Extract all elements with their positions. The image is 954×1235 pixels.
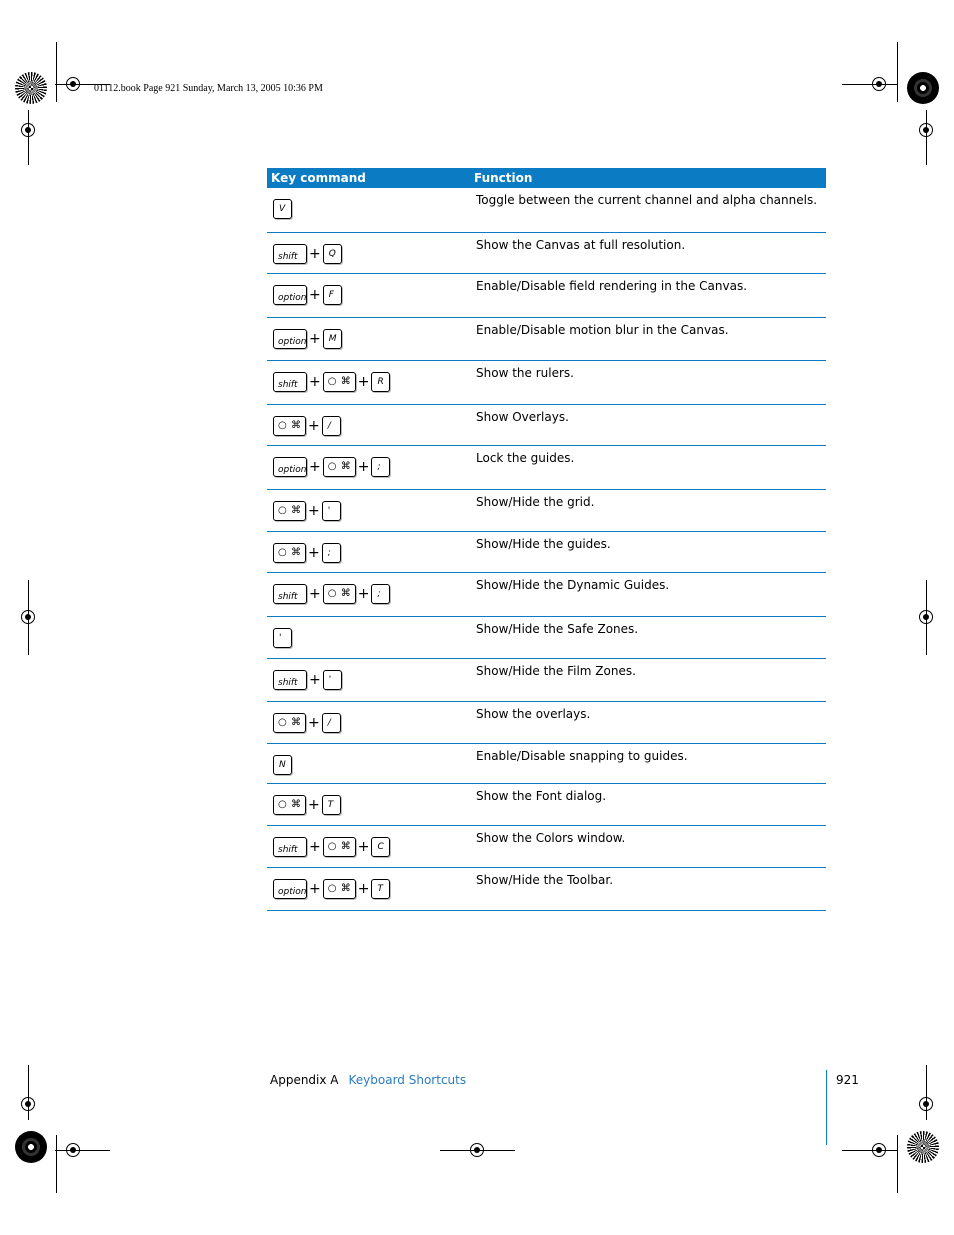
key-command-cell [267, 489, 470, 531]
command-icon: ⌘ [340, 461, 351, 472]
command-icon: ⌘ [291, 547, 301, 558]
table-row [267, 701, 826, 743]
key-label: T [327, 799, 334, 810]
letter-key [273, 628, 292, 648]
command-key [323, 584, 356, 604]
command-icon: ⌘ [340, 588, 351, 599]
registration-starburst-top-left [15, 72, 47, 104]
key-label: ' [279, 632, 282, 643]
key-combination [267, 318, 470, 352]
function-cell: Show/Hide the guides. [470, 531, 826, 572]
key-label: / [327, 420, 331, 431]
plus-sign: + [357, 585, 370, 602]
command-key [323, 879, 356, 899]
letter-key [273, 755, 292, 775]
key-combination [267, 233, 470, 267]
command-icon: ⌘ [340, 883, 351, 894]
key-label: ' [328, 674, 332, 685]
plus-sign: + [308, 502, 320, 519]
crop-line [926, 1065, 927, 1120]
plus-sign: + [308, 417, 320, 434]
crop-line [926, 110, 927, 165]
plus-sign: + [308, 714, 320, 731]
table-row [267, 783, 826, 825]
key-combination [267, 405, 470, 439]
page-footer [270, 1073, 466, 1087]
key-command-cell [267, 404, 470, 445]
crop-line [55, 1150, 110, 1151]
key-command-cell [267, 743, 470, 783]
section-title-link[interactable]: Keyboard Shortcuts [348, 1073, 467, 1087]
key-command-cell [267, 572, 470, 616]
plus-sign: + [357, 838, 370, 855]
key-command-cell [267, 232, 470, 273]
letter-key [273, 199, 292, 219]
registration-starburst-top-right [907, 72, 939, 104]
command-key [273, 416, 306, 436]
function-cell: Enable/Disable motion blur in the Canvas. [470, 317, 826, 360]
table-row [267, 658, 826, 701]
table-row [267, 445, 826, 489]
command-icon: ⌘ [340, 841, 351, 852]
letter-key [322, 713, 341, 733]
function-cell: Enable/Disable snapping to guides. [470, 743, 826, 783]
table-row [267, 572, 826, 616]
key-label: shift [278, 591, 298, 602]
key-label: option [278, 464, 307, 475]
modifier-key [273, 837, 307, 857]
function-cell: Show/Hide the Safe Zones. [470, 616, 826, 658]
command-icon: ⌘ [291, 799, 301, 810]
crop-line [842, 84, 897, 85]
book-print-info: 01112.book Page 921 Sunday, March 13, 2005 10:36 PM [94, 83, 323, 94]
keyboard-shortcuts-table [267, 168, 826, 911]
key-label: shift [278, 677, 298, 688]
function-cell: Toggle between the current channel and alpha channels. [470, 188, 826, 232]
key-command-cell [267, 445, 470, 489]
modifier-key [273, 372, 307, 392]
key-label: C [377, 841, 384, 852]
table-row [267, 825, 826, 867]
plus-sign: + [309, 838, 321, 855]
key-label: shift [278, 379, 298, 390]
key-label: ; [327, 547, 331, 558]
crop-line [28, 580, 29, 655]
modifier-key [273, 285, 307, 305]
function-cell: Show the Colors window. [470, 825, 826, 867]
command-key [323, 837, 356, 857]
key-command-cell [267, 701, 470, 743]
key-combination [267, 532, 470, 566]
key-label: / [327, 717, 331, 728]
key-command-cell [267, 616, 470, 658]
letter-key [371, 879, 390, 899]
letter-key [323, 244, 342, 264]
modifier-key [273, 584, 307, 604]
key-label: ; [377, 588, 381, 599]
key-combination [267, 573, 470, 607]
command-key [273, 713, 306, 733]
registration-starburst-bottom-left [15, 1131, 47, 1163]
key-combination [267, 446, 470, 480]
modifier-key [273, 457, 307, 477]
letter-key [322, 501, 341, 521]
key-label: N [279, 759, 286, 770]
command-icon: ⌘ [291, 717, 301, 728]
key-combination [267, 702, 470, 736]
command-key [273, 795, 306, 815]
letter-key [322, 795, 341, 815]
function-cell: Show Overlays. [470, 404, 826, 445]
key-command-cell [267, 531, 470, 572]
footer-divider [826, 1070, 827, 1145]
table-row [267, 360, 826, 404]
table-row [267, 232, 826, 273]
crop-line [842, 1150, 897, 1151]
command-key [323, 372, 356, 392]
plus-sign: + [309, 330, 321, 347]
column-header-key-command: Key command [267, 168, 470, 188]
plus-sign: + [357, 373, 370, 390]
table-row [267, 404, 826, 445]
letter-key [371, 837, 390, 857]
key-label: shift [278, 251, 298, 262]
key-label: F [328, 289, 334, 300]
table-header-row [267, 168, 826, 188]
plus-sign: + [357, 880, 370, 897]
crop-line [28, 110, 29, 165]
table-row [267, 743, 826, 783]
key-combination [267, 868, 470, 902]
key-combination [267, 490, 470, 524]
function-cell: Show/Hide the Toolbar. [470, 867, 826, 910]
crop-line [897, 1135, 898, 1193]
apple-icon: ○ [278, 717, 287, 728]
plus-sign: + [357, 458, 370, 475]
plus-sign: + [309, 458, 321, 475]
apple-icon: ○ [327, 461, 337, 472]
letter-key [323, 670, 342, 690]
command-key [273, 543, 306, 563]
table-row [267, 867, 826, 910]
crop-line [56, 42, 57, 102]
apple-icon: ○ [278, 547, 287, 558]
letter-key [371, 372, 390, 392]
function-cell: Show the overlays. [470, 701, 826, 743]
crop-line [28, 1065, 29, 1120]
letter-key [371, 584, 390, 604]
crop-line [897, 42, 898, 102]
letter-key [323, 285, 342, 305]
key-label: ; [377, 461, 381, 472]
table-row [267, 616, 826, 658]
key-command-cell [267, 783, 470, 825]
key-label: V [279, 204, 286, 214]
key-command-cell [267, 658, 470, 701]
key-command-cell [267, 273, 470, 317]
command-key [273, 501, 306, 521]
crop-line [440, 1150, 515, 1151]
key-command-cell [267, 360, 470, 404]
apple-icon: ○ [327, 376, 337, 387]
function-cell: Show/Hide the Film Zones. [470, 658, 826, 701]
letter-key [323, 329, 342, 349]
key-combination [267, 188, 470, 222]
page-number: 921 [836, 1073, 859, 1087]
command-icon: ⌘ [291, 505, 301, 516]
key-command-cell [267, 867, 470, 910]
table-row [267, 273, 826, 317]
key-command-cell [267, 317, 470, 360]
crop-line [926, 580, 927, 655]
command-icon: ⌘ [291, 420, 301, 431]
modifier-key [273, 670, 307, 690]
key-label: ' [327, 505, 331, 516]
apple-icon: ○ [278, 799, 287, 810]
plus-sign: + [309, 373, 321, 390]
function-cell: Enable/Disable field rendering in the Canvas. [470, 273, 826, 317]
key-label: option [278, 336, 307, 347]
key-combination [267, 826, 470, 860]
key-label: shift [278, 844, 298, 855]
table-row [267, 531, 826, 572]
plus-sign: + [309, 671, 321, 688]
table-row [267, 489, 826, 531]
column-header-function: Function [470, 168, 826, 188]
plus-sign: + [309, 880, 321, 897]
function-cell: Show the rulers. [470, 360, 826, 404]
key-combination [267, 617, 470, 651]
plus-sign: + [309, 286, 321, 303]
key-label: R [377, 376, 384, 387]
letter-key [371, 457, 390, 477]
key-combination [267, 361, 470, 395]
key-combination [267, 744, 470, 778]
key-command-cell [267, 825, 470, 867]
apple-icon: ○ [327, 588, 337, 599]
function-cell: Show the Font dialog. [470, 783, 826, 825]
plus-sign: + [309, 245, 321, 262]
apple-icon: ○ [278, 505, 287, 516]
letter-key [322, 416, 341, 436]
plus-sign: + [308, 544, 320, 561]
function-cell: Show the Canvas at full resolution. [470, 232, 826, 273]
function-cell: Lock the guides. [470, 445, 826, 489]
command-key [323, 457, 356, 477]
key-label: Q [328, 248, 336, 259]
apple-icon: ○ [278, 420, 287, 431]
registration-starburst-bottom-right [907, 1131, 939, 1163]
function-cell: Show/Hide the grid. [470, 489, 826, 531]
apple-icon: ○ [327, 883, 337, 894]
plus-sign: + [308, 796, 320, 813]
table-row [267, 188, 826, 232]
modifier-key [273, 244, 307, 264]
letter-key [322, 543, 341, 563]
apple-icon: ○ [327, 841, 337, 852]
function-cell: Show/Hide the Dynamic Guides. [470, 572, 826, 616]
key-combination [267, 784, 470, 818]
appendix-label: Appendix A [270, 1073, 339, 1087]
plus-sign: + [309, 585, 321, 602]
command-icon: ⌘ [340, 376, 351, 387]
modifier-key [273, 879, 307, 899]
key-label: option [278, 292, 307, 303]
key-label: option [278, 886, 307, 897]
key-command-cell [267, 188, 470, 232]
key-combination [267, 274, 470, 308]
key-label: M [328, 333, 337, 344]
key-label: T [377, 883, 383, 894]
crop-line [56, 1135, 57, 1193]
key-combination [267, 659, 470, 693]
table-row [267, 317, 826, 360]
modifier-key [273, 329, 307, 349]
